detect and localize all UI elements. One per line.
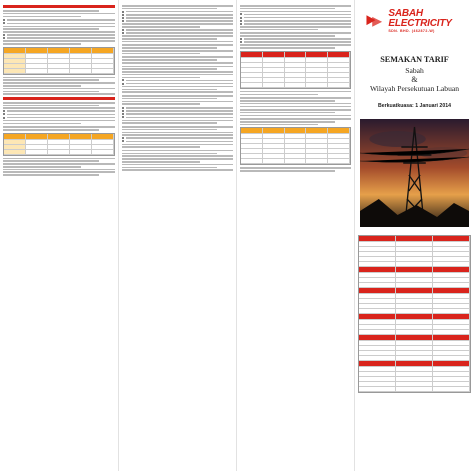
cover-line-ampersand: & xyxy=(411,75,418,84)
effective-date: Berkuatkuasa: 1 Januari 2014 xyxy=(378,103,451,109)
cover-title: SEMAKAN TARIF xyxy=(380,55,449,64)
sunset-sky-icon xyxy=(360,119,469,227)
brand-sub: SDN. BHD. (462872-W) xyxy=(388,29,435,33)
cover-title-block xyxy=(358,55,471,93)
tariff-table xyxy=(3,47,115,75)
brand-logo xyxy=(364,9,471,33)
cover-line-labuan: Wilayah Persekutuan Labuan xyxy=(369,84,460,93)
example-table xyxy=(240,127,351,165)
tariff-schedule-table xyxy=(358,235,471,393)
domestic-table xyxy=(240,51,351,89)
logo-mark-icon xyxy=(364,12,385,30)
panel-cover xyxy=(354,0,474,471)
panel-renewable-energy xyxy=(236,0,354,471)
section-band xyxy=(3,5,115,8)
section-band-english xyxy=(3,97,115,100)
cover-photo xyxy=(360,119,469,227)
cover-line-sabah: Sabah xyxy=(405,66,424,75)
brand-name: SABAH ELECTRICITY xyxy=(388,8,452,29)
panel-tariff-structure-malay xyxy=(0,0,118,471)
consumption-table xyxy=(3,133,115,156)
panel-new-features xyxy=(118,0,236,471)
